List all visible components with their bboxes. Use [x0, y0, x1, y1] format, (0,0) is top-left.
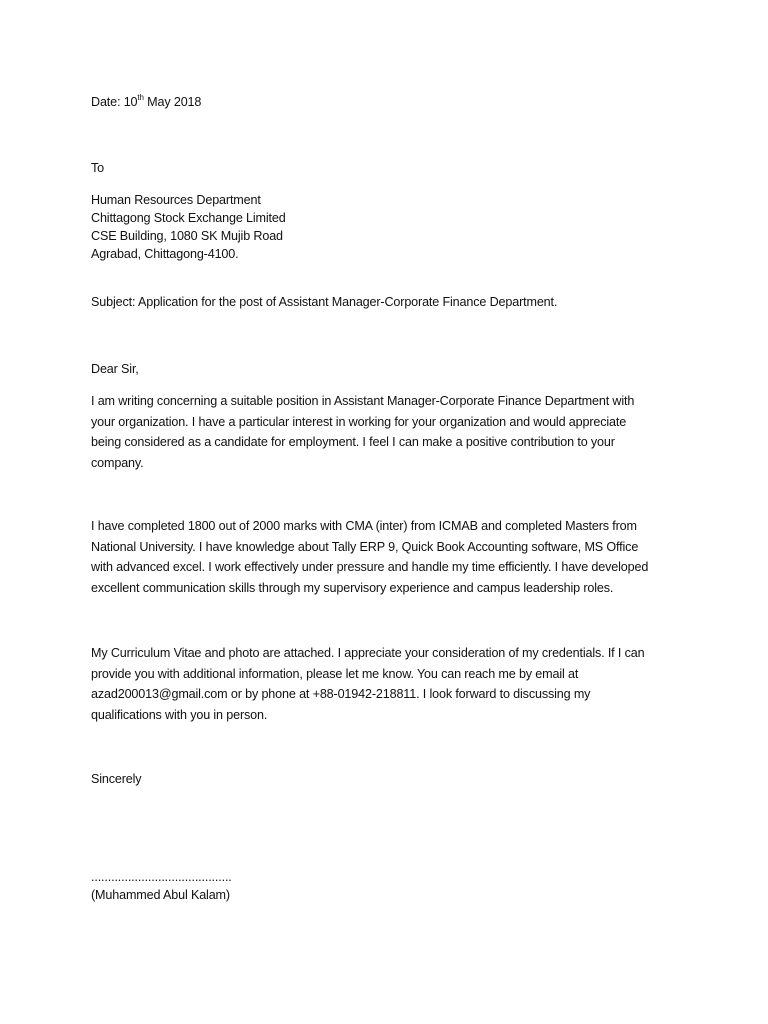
signature-line: .......................................... — [91, 870, 232, 884]
paragraph-line: being considered as a candidate for employment. I feel I can make a positive contribution to your — [91, 435, 615, 449]
date-month-year: May 2018 — [143, 95, 202, 109]
body-paragraph-qualifications — [91, 516, 691, 598]
paragraph-line: azad200013@gmail.com or by phone at +88-01942-218811. I look forward to discussing my — [91, 687, 591, 701]
signatory-name: (Muhammed Abul Kalam) — [91, 888, 230, 902]
paragraph-line: I have completed 1800 out of 2000 marks with CMA (inter) from ICMAB and completed Masters from — [91, 519, 637, 533]
paragraph-line: provide you with additional information, please let me know. You can reach me by email at — [91, 666, 579, 681]
letter-salutation: Dear Sir, — [91, 362, 139, 376]
recipient-to-label: To — [91, 161, 105, 175]
letter-subject: Subject: Application for the post of Assistant Manager-Corporate Finance Department. — [91, 295, 558, 309]
address-line-company: Chittagong Stock Exchange Limited — [91, 211, 286, 225]
paragraph-line: company. — [91, 455, 144, 470]
date-ordinal-suffix: th — [137, 93, 144, 102]
address-line-city: Agrabad, Chittagong-4100. — [91, 247, 239, 261]
letter-closing: Sincerely — [91, 772, 142, 786]
paragraph-line: with advanced excel. I work effectively under pressure and handle my time efficiently. I have developed — [91, 560, 649, 574]
body-paragraph-contact — [91, 643, 691, 725]
date-label: Date: 10 — [91, 95, 138, 109]
paragraph-line: excellent communication skills through my supervisory experience and campus leadership roles. — [91, 580, 614, 595]
paragraph-line: My Curriculum Vitae and photo are attached. I appreciate your consideration of my credentials. If I can — [91, 646, 645, 660]
address-line-street: CSE Building, 1080 SK Mujib Road — [91, 229, 283, 243]
paragraph-line: qualifications with you in person. — [91, 707, 268, 722]
address-line-department: Human Resources Department — [91, 193, 261, 207]
letter-date — [91, 93, 201, 111]
paragraph-line: National University. I have knowledge about Tally ERP 9, Quick Book Accounting software, MS Office — [91, 539, 639, 554]
body-paragraph-intro — [91, 391, 691, 473]
paragraph-line: I am writing concerning a suitable position in Assistant Manager-Corporate Finance Department with — [91, 394, 635, 408]
paragraph-line: your organization. I have a particular interest in working for your organization and would appreciate — [91, 414, 627, 429]
